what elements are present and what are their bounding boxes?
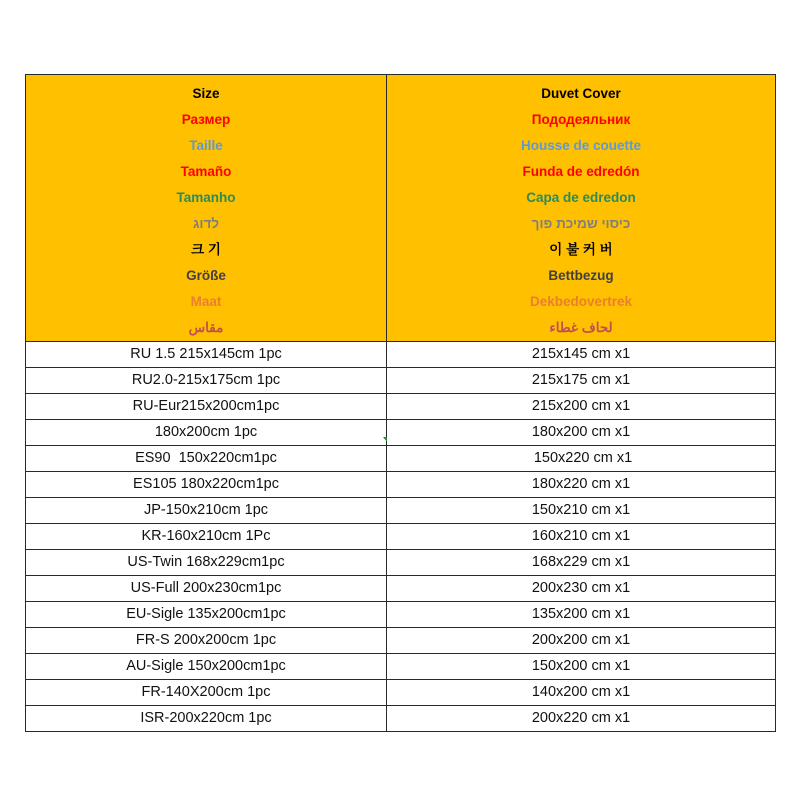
table-row	[26, 420, 776, 446]
table-row	[26, 602, 776, 628]
duvet-cell: 200x230 cm x1	[387, 576, 776, 602]
duvet-header-label: כיסוי שמיכת פוך	[531, 216, 631, 231]
size-cell: EU-Sigle 135x200cm1pc	[26, 602, 387, 628]
size-header-label: 크 기	[191, 242, 221, 257]
table-row	[26, 524, 776, 550]
table-row	[26, 342, 776, 368]
duvet-cell: 180x220 cm x1	[387, 472, 776, 498]
table-row	[26, 654, 776, 680]
duvet-cell: 215x145 cm x1	[387, 342, 776, 368]
table-row	[26, 680, 776, 706]
size-cell: US-Twin 168x229cm1pc	[26, 550, 387, 576]
size-header-label: Maat	[190, 294, 222, 309]
size-header-label: Size	[192, 86, 220, 101]
size-cell: ES90 150x220cm1pc	[26, 446, 387, 472]
duvet-cell: 150x200 cm x1	[387, 654, 776, 680]
table-row	[26, 368, 776, 394]
duvet-header-label: Пододеяльник	[531, 112, 631, 127]
duvet-header-label: Duvet Cover	[541, 86, 621, 101]
size-cell: JP-150x210cm 1pc	[26, 498, 387, 524]
size-cell: ISR-200x220cm 1pc	[26, 706, 387, 732]
size-cell: RU 1.5 215x145cm 1pc	[26, 342, 387, 368]
duvet-cell: 150x220 cm x1	[387, 446, 776, 472]
table-row	[26, 446, 776, 472]
size-cell: US-Full 200x230cm1pc	[26, 576, 387, 602]
duvet-header-label: Funda de edredón	[522, 164, 640, 179]
duvet-cell: 150x210 cm x1	[387, 498, 776, 524]
size-table	[25, 74, 776, 732]
size-cell: RU-Eur215x200cm1pc	[26, 394, 387, 420]
size-cell: KR-160x210cm 1Pc	[26, 524, 387, 550]
table-row	[26, 472, 776, 498]
duvet-cell: 168x229 cm x1	[387, 550, 776, 576]
size-header-cell	[26, 75, 387, 342]
size-header-label: Taille	[189, 138, 223, 153]
size-cell: RU2.0-215x175cm 1pc	[26, 368, 387, 394]
table-row	[26, 550, 776, 576]
duvet-header-label: لحاف غطاء	[549, 320, 613, 335]
size-cell: AU-Sigle 150x200cm1pc	[26, 654, 387, 680]
size-header-label: Tamanho	[176, 190, 236, 205]
size-cell: ES105 180x220cm1pc	[26, 472, 387, 498]
size-header-label: Tamaño	[180, 164, 232, 179]
table-row	[26, 576, 776, 602]
duvet-header-cell	[387, 75, 776, 342]
table-row	[26, 628, 776, 654]
duvet-cell: 180x200 cm x1	[387, 420, 776, 446]
duvet-cell: 215x200 cm x1	[387, 394, 776, 420]
size-label-stack	[26, 75, 386, 341]
header-row	[26, 75, 776, 342]
size-header-label: לדוג	[192, 216, 220, 231]
size-header-label: Размер	[181, 112, 231, 127]
duvet-header-label: Housse de couette	[520, 138, 642, 153]
duvet-cell: 215x175 cm x1	[387, 368, 776, 394]
size-cell: 180x200cm 1pc	[26, 420, 387, 446]
duvet-cell: 140x200 cm x1	[387, 680, 776, 706]
size-header-label: مقاس	[188, 320, 224, 335]
duvet-cell: 200x220 cm x1	[387, 706, 776, 732]
table-row	[26, 498, 776, 524]
duvet-label-stack	[387, 75, 775, 341]
size-cell: FR-S 200x200cm 1pc	[26, 628, 387, 654]
duvet-header-label: Capa de edredon	[526, 190, 636, 205]
duvet-header-label: Dekbedovertrek	[529, 294, 633, 309]
size-header-label: Größe	[186, 268, 226, 283]
duvet-header-label: 이 불 커 버	[549, 242, 613, 257]
duvet-cell: 135x200 cm x1	[387, 602, 776, 628]
size-cell: FR-140X200cm 1pc	[26, 680, 387, 706]
duvet-cell: 200x200 cm x1	[387, 628, 776, 654]
cell-marker-icon	[383, 437, 387, 442]
duvet-header-label: Bettbezug	[548, 268, 614, 283]
duvet-cell: 160x210 cm x1	[387, 524, 776, 550]
table-row	[26, 706, 776, 732]
table-row	[26, 394, 776, 420]
